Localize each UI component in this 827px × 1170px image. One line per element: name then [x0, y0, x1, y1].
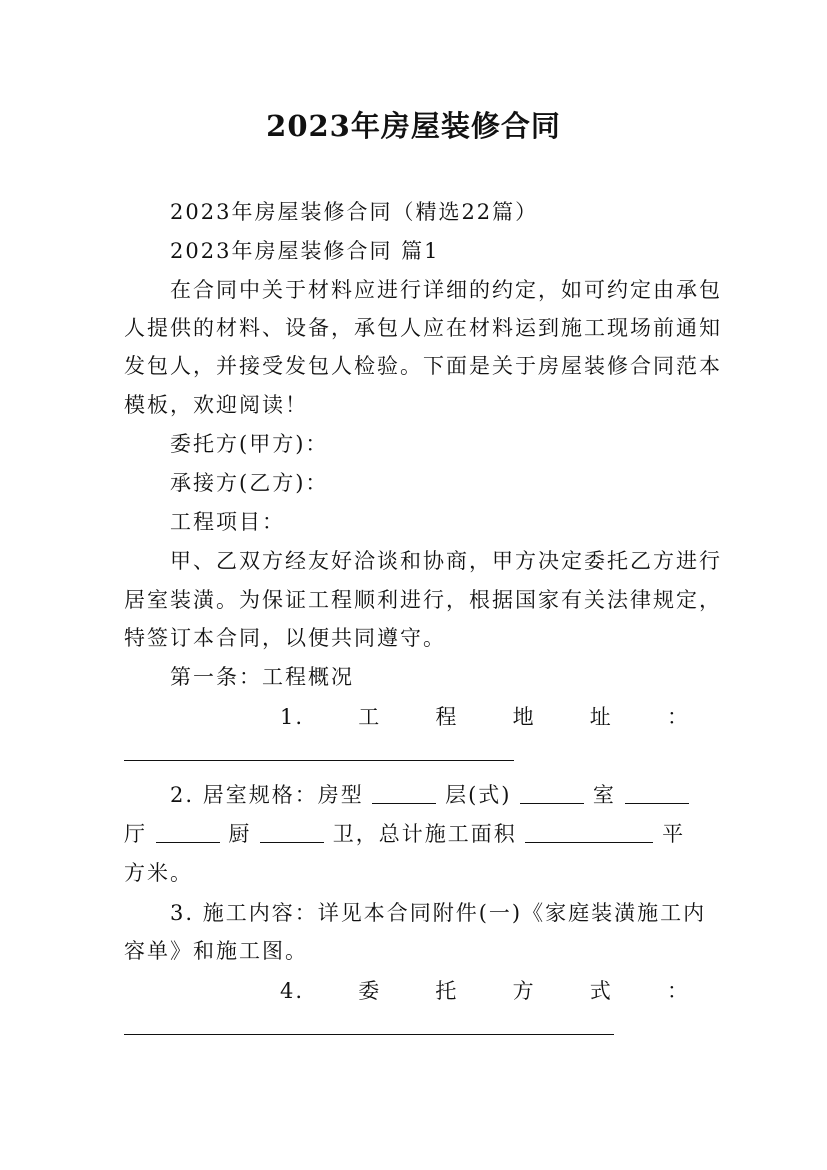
item2-label: 2. 居室规格：房型 [170, 783, 364, 807]
item4-char: 方 [512, 979, 536, 1003]
item1-colon: ： [666, 705, 690, 729]
item1-char: 工 [358, 705, 382, 729]
kitchen-label: 厨 [228, 822, 252, 846]
item4-number: 4. [280, 979, 305, 1003]
floor-label: 层(式) [445, 783, 512, 807]
item4-char: 托 [435, 979, 459, 1003]
kitchen-blank [260, 822, 324, 843]
area-label: 卫，总计施工面积 [332, 822, 517, 846]
paragraph-line: 模板，欢迎阅读！ [124, 393, 308, 417]
item4-char: 式 [589, 979, 613, 1003]
paragraph-line: 特签订本合同，以便共同遵守。 [124, 626, 446, 650]
item4-commission-line [280, 977, 690, 1005]
room-blank [625, 783, 689, 804]
paragraph-line: 发包人，并接受发包人检验。下面是关于房屋装修合同范本 [124, 354, 722, 378]
paragraph-line: 在合同中关于材料应进行详细的约定，如可约定由承包 [170, 278, 722, 302]
hall-label: 厅 [124, 822, 147, 846]
item1-address-line [280, 703, 690, 731]
item1-char: 址 [589, 705, 613, 729]
paragraph-line: 甲、乙双方经友好洽谈和协商，甲方决定委托乙方进行 [170, 549, 722, 573]
item3-line2: 容单》和施工图。 [124, 939, 308, 963]
commission-blank-line [124, 1034, 614, 1035]
paragraph-line: 人提供的材料、设备，承包人应在材料运到施工现场前通知 [124, 316, 722, 340]
item4-char: 委 [358, 979, 382, 1003]
area-unit-part1: 平 [662, 822, 686, 846]
item4-colon: ： [666, 979, 690, 1003]
item1-char: 程 [435, 705, 459, 729]
item1-number: 1. [280, 705, 305, 729]
subtitle-line: 2023年房屋装修合同（精选22篇） [170, 200, 539, 224]
house-type-blank [372, 783, 436, 804]
item2-line2 [124, 820, 706, 848]
room-label: 室 [592, 783, 616, 807]
item1-char: 地 [512, 705, 536, 729]
floor-blank [520, 783, 584, 804]
address-blank-line [124, 760, 514, 761]
article-heading: 第一条：工程概况 [170, 665, 354, 689]
item2-line1 [170, 781, 706, 809]
party-b-label: 承接方(乙方)： [170, 471, 329, 495]
party-a-label: 委托方(甲方)： [170, 432, 329, 456]
item3-line1: 3. 施工内容：详见本合同附件(一)《家庭装潢施工内 [170, 901, 707, 925]
section-heading: 2023年房屋装修合同 篇1 [170, 239, 440, 263]
hall-blank [156, 822, 220, 843]
area-unit-part2: 方米。 [124, 861, 193, 885]
document-title: 2023年房屋装修合同 [266, 109, 561, 143]
area-blank [525, 822, 653, 843]
paragraph-line: 居室装潢。为保证工程顺利进行，根据国家有关法律规定， [124, 588, 722, 612]
project-label: 工程项目： [170, 510, 285, 534]
